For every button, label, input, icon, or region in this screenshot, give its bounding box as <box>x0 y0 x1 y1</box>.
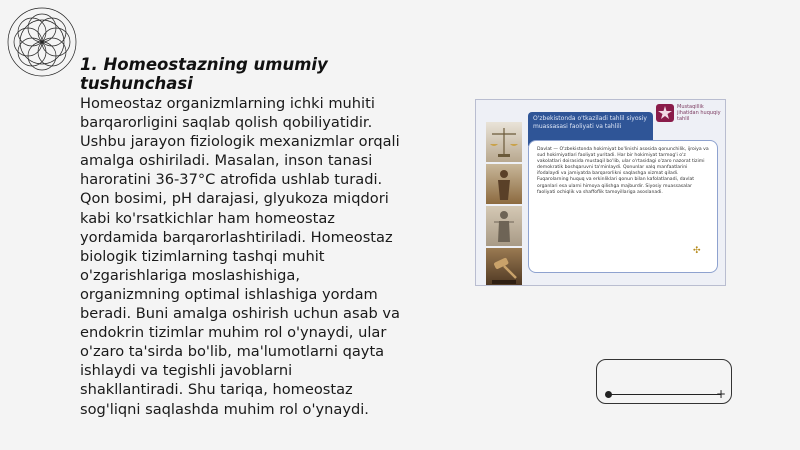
emblem-caption: Mustaqillik jihatidan huquqiy tahlil <box>677 104 721 122</box>
embedded-card-text: Davlat — O'zbekistonda hokimiyat bo'linishi asosida qonunchilik, ijroiya va sud hokimiyatlari faoliyat yuritadi. Har bir hokimiyat tarmog'i o'z vakolatlari doirasida mustaqil bo'lib, ular o'rtasidagi o'zaro nazorat tizimi demokratik boshqaruvni ta'minlaydi. Qonunlar xalq manfaatlarini ifodalaydi va jamiyatda barqarorlikni saqlashga xizmat qiladi. Fuqarolarning huquq va erkinliklari qonun bilan kafolatlanadi, davlat organlari esa ularni himoya qilishga majburdir. Siyosiy muassasalar faoliyati ochiqlik va shaffoflik tamoyillariga asoslanadi. <box>537 147 709 195</box>
embedded-content-card <box>528 140 718 273</box>
progress-track[interactable] <box>609 394 721 395</box>
slide-title: 1. Homeostazning umumiy tushunchasi <box>80 55 328 93</box>
embedded-header: O'zbekistonda o'tkaziladi tahlil siyosiy muassasasi faoliyati va tahlili <box>528 112 653 146</box>
slide-body-text: Homeostaz organizmlarning ichki muhiti barqarorligini saqlab qolish qobiliyatidir. Ushbu jarayon fiziologik mexanizmlar orqali amalga oshiriladi. Masalan, inson tanasi haroratini 36-37°C atrofida ushlab turadi. Qon bosimi, pH darajasi, glyukoza miqdori kabi ko'rsatkichlar ham homeostaz yordamida barqarorlashtiriladi. Homeostaz biologik tizimlarning tashqi muhit o'zgarishlariga moslashishiga, organizmning optimal ishlashiga yordam beradi. Buni amalga oshirish uchun asab va endokrin tizimlar muhim rol o'ynaydi, ular o'zaro ta'sirda bo'lib, ma'lumotlarni qayta ishlaydi va tegishli javoblarni shakllantiradi. Shu tariqa, homeostaz sog'liqni saqlashda muhim rol o'ynaydi. <box>80 95 401 418</box>
media-player-control[interactable] <box>596 359 732 404</box>
decorative-rosette-logo <box>4 4 80 80</box>
emblem-icon <box>656 104 674 122</box>
justice-figure-icon <box>486 206 522 246</box>
statue-icon <box>486 164 522 204</box>
gavel-icon <box>486 248 522 286</box>
embedded-image-strip <box>486 122 522 284</box>
plus-icon[interactable]: + <box>716 387 727 401</box>
embedded-slide-preview <box>475 99 726 286</box>
record-dot-icon[interactable] <box>605 391 612 398</box>
corner-ornament-icon: ✣ <box>693 246 701 256</box>
scales-icon <box>486 122 522 162</box>
